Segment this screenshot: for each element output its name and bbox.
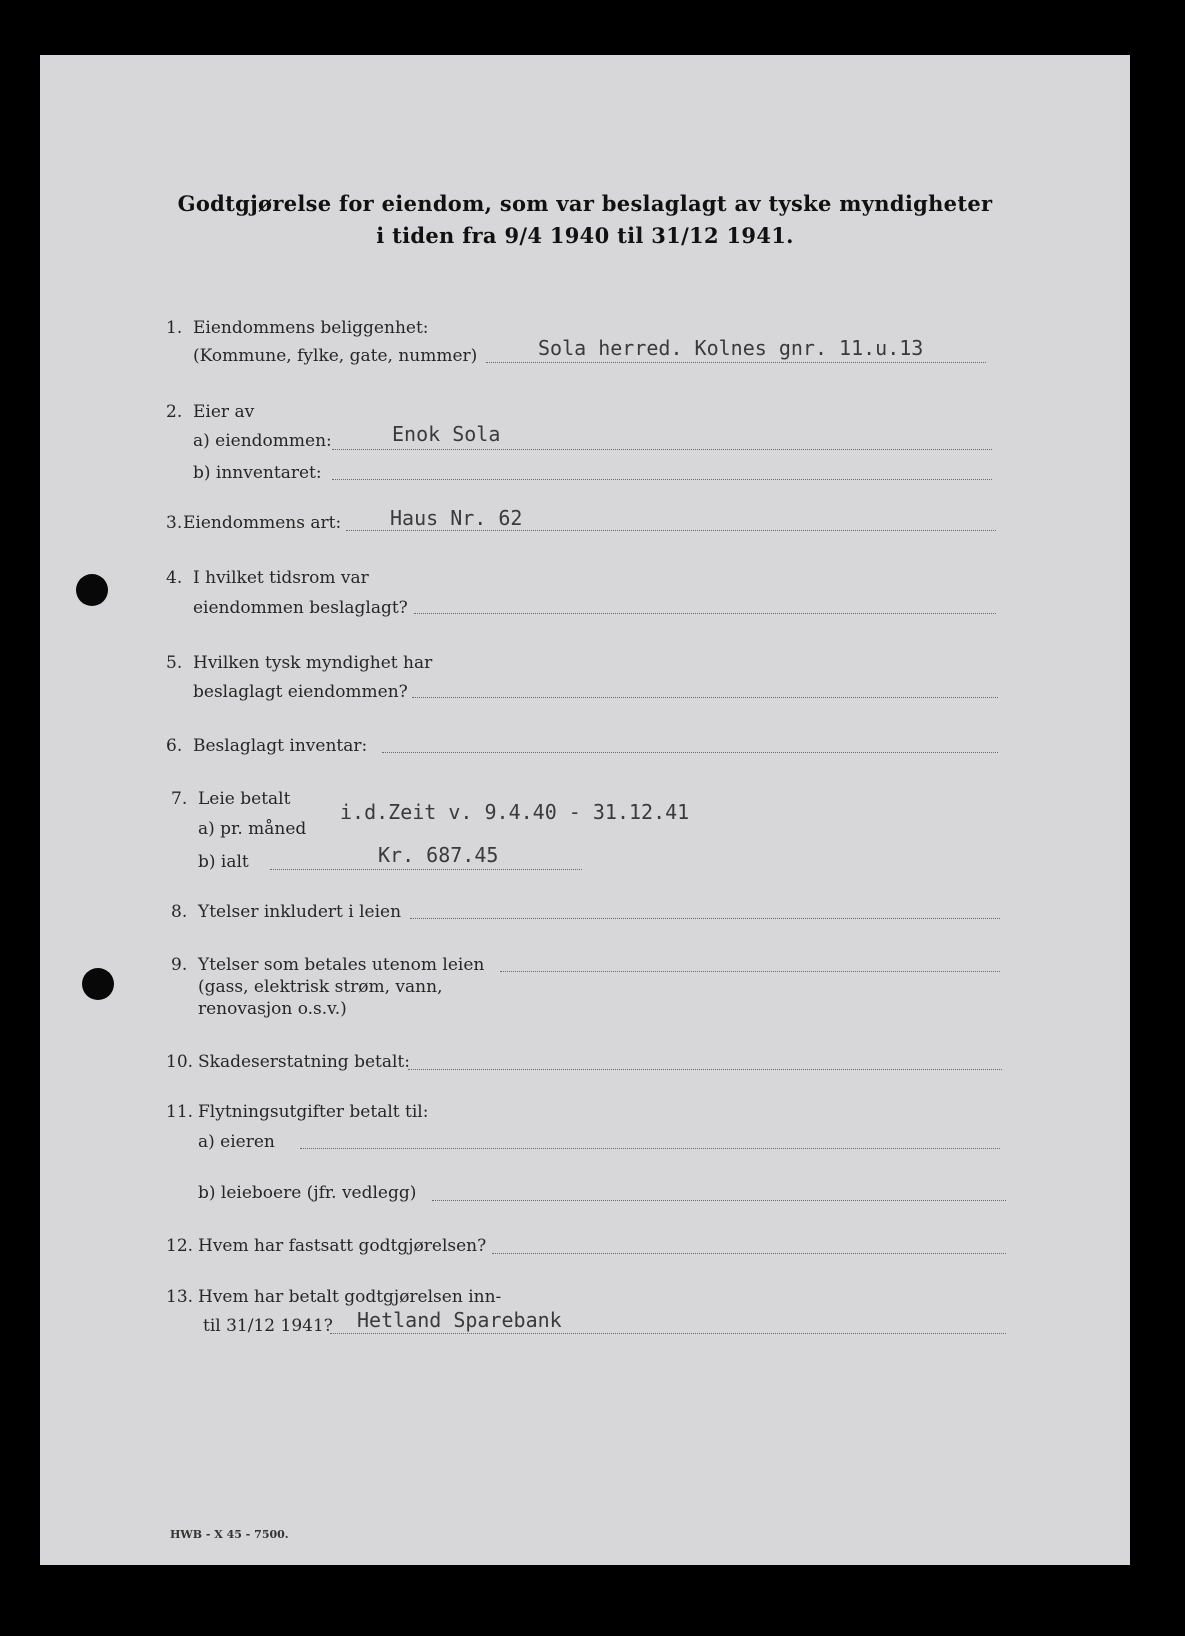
item-2a-line [332, 449, 992, 450]
item-11b-label: b) leieboere (jfr. vedlegg) [198, 1183, 417, 1203]
item-3-line [346, 530, 996, 531]
item-9-sublabel-1: (gass, elektrisk strøm, vann, [198, 977, 443, 997]
item-7-number: 7. [171, 789, 188, 809]
punch-hole-top [76, 574, 108, 606]
form-print-code: HWB - X 45 - 7500. [170, 1528, 289, 1541]
item-7a-label: a) pr. måned [198, 819, 307, 839]
item-11a-label: a) eieren [198, 1132, 275, 1152]
item-12-label: Hvem har fastsatt godtgjørelsen? [198, 1236, 487, 1256]
form-title-line-1: Godtgjørelse for eiendom, som var beslaglagt av tyske myndigheter [177, 191, 993, 216]
item-1-sublabel: (Kommune, fylke, gate, nummer) [193, 346, 478, 366]
item-13-number: 13. [166, 1287, 194, 1307]
item-2b-line [332, 479, 992, 480]
item-8-line [410, 918, 1000, 919]
item-12-number: 12. [166, 1236, 194, 1256]
item-5-label: Hvilken tysk myndighet har [193, 653, 433, 673]
item-11b-line [432, 1200, 1006, 1201]
item-13-line [330, 1333, 1006, 1334]
item-10-number: 10. [166, 1052, 194, 1072]
item-7b-label: b) ialt [198, 852, 249, 872]
item-4-number: 4. [166, 568, 183, 588]
item-10-line [408, 1069, 1002, 1070]
item-4-label: I hvilket tidsrom var [193, 568, 369, 588]
item-12-line [492, 1253, 1006, 1254]
item-5-line [412, 697, 998, 698]
item-11-number: 11. [166, 1102, 194, 1122]
item-9-line [500, 971, 1000, 972]
item-2a-label: a) eiendommen: [193, 431, 332, 451]
item-2b-label: b) innventaret: [193, 463, 322, 483]
item-3-label: Eiendommens art: [183, 513, 342, 533]
item-2-label: Eier av [193, 402, 255, 422]
form-title-line-2: i tiden fra 9/4 1940 til 31/12 1941. [376, 223, 794, 248]
item-3-answer: Haus Nr. 62 [390, 506, 523, 530]
item-4-line [414, 613, 996, 614]
item-7b-answer: Kr. 687.45 [378, 843, 499, 867]
item-13-sublabel: til 31/12 1941? [203, 1316, 333, 1336]
item-1-label: Eiendommens beliggenhet: [193, 318, 429, 338]
item-6-number: 6. [166, 736, 183, 756]
item-10-label: Skadeserstatning betalt: [198, 1052, 410, 1072]
item-2a-answer: Enok Sola [392, 422, 501, 446]
item-2-number: 2. [166, 402, 183, 422]
item-5-number: 5. [166, 653, 183, 673]
item-6-label: Beslaglagt inventar: [193, 736, 368, 756]
item-9-label: Ytelser som betales utenom leien [198, 955, 485, 975]
item-11-label: Flytningsutgifter betalt til: [198, 1102, 429, 1122]
item-7-label: Leie betalt [198, 789, 291, 809]
item-9-sublabel-2: renovasjon o.s.v.) [198, 999, 347, 1019]
item-13-label: Hvem har betalt godtgjørelsen inn- [198, 1287, 502, 1307]
item-7b-line [270, 869, 582, 870]
item-9-number: 9. [171, 955, 188, 975]
form-page [40, 55, 1130, 1565]
item-1-number: 1. [166, 318, 183, 338]
punch-hole-bottom [82, 968, 114, 1000]
item-3-number: 3. [166, 513, 183, 533]
item-13-answer: Hetland Sparebank [357, 1308, 562, 1332]
item-6-line [382, 752, 998, 753]
item-7a-answer: i.d.Zeit v. 9.4.40 - 31.12.41 [340, 800, 690, 824]
item-8-number: 8. [171, 902, 188, 922]
item-1-line [486, 362, 986, 363]
item-11a-line [300, 1148, 1000, 1149]
item-1-answer: Sola herred. Kolnes gnr. 11.u.13 [538, 336, 924, 360]
item-5-sublabel: beslaglagt eiendommen? [193, 682, 408, 702]
item-4-sublabel: eiendommen beslaglagt? [193, 598, 408, 618]
item-8-label: Ytelser inkludert i leien [198, 902, 402, 922]
